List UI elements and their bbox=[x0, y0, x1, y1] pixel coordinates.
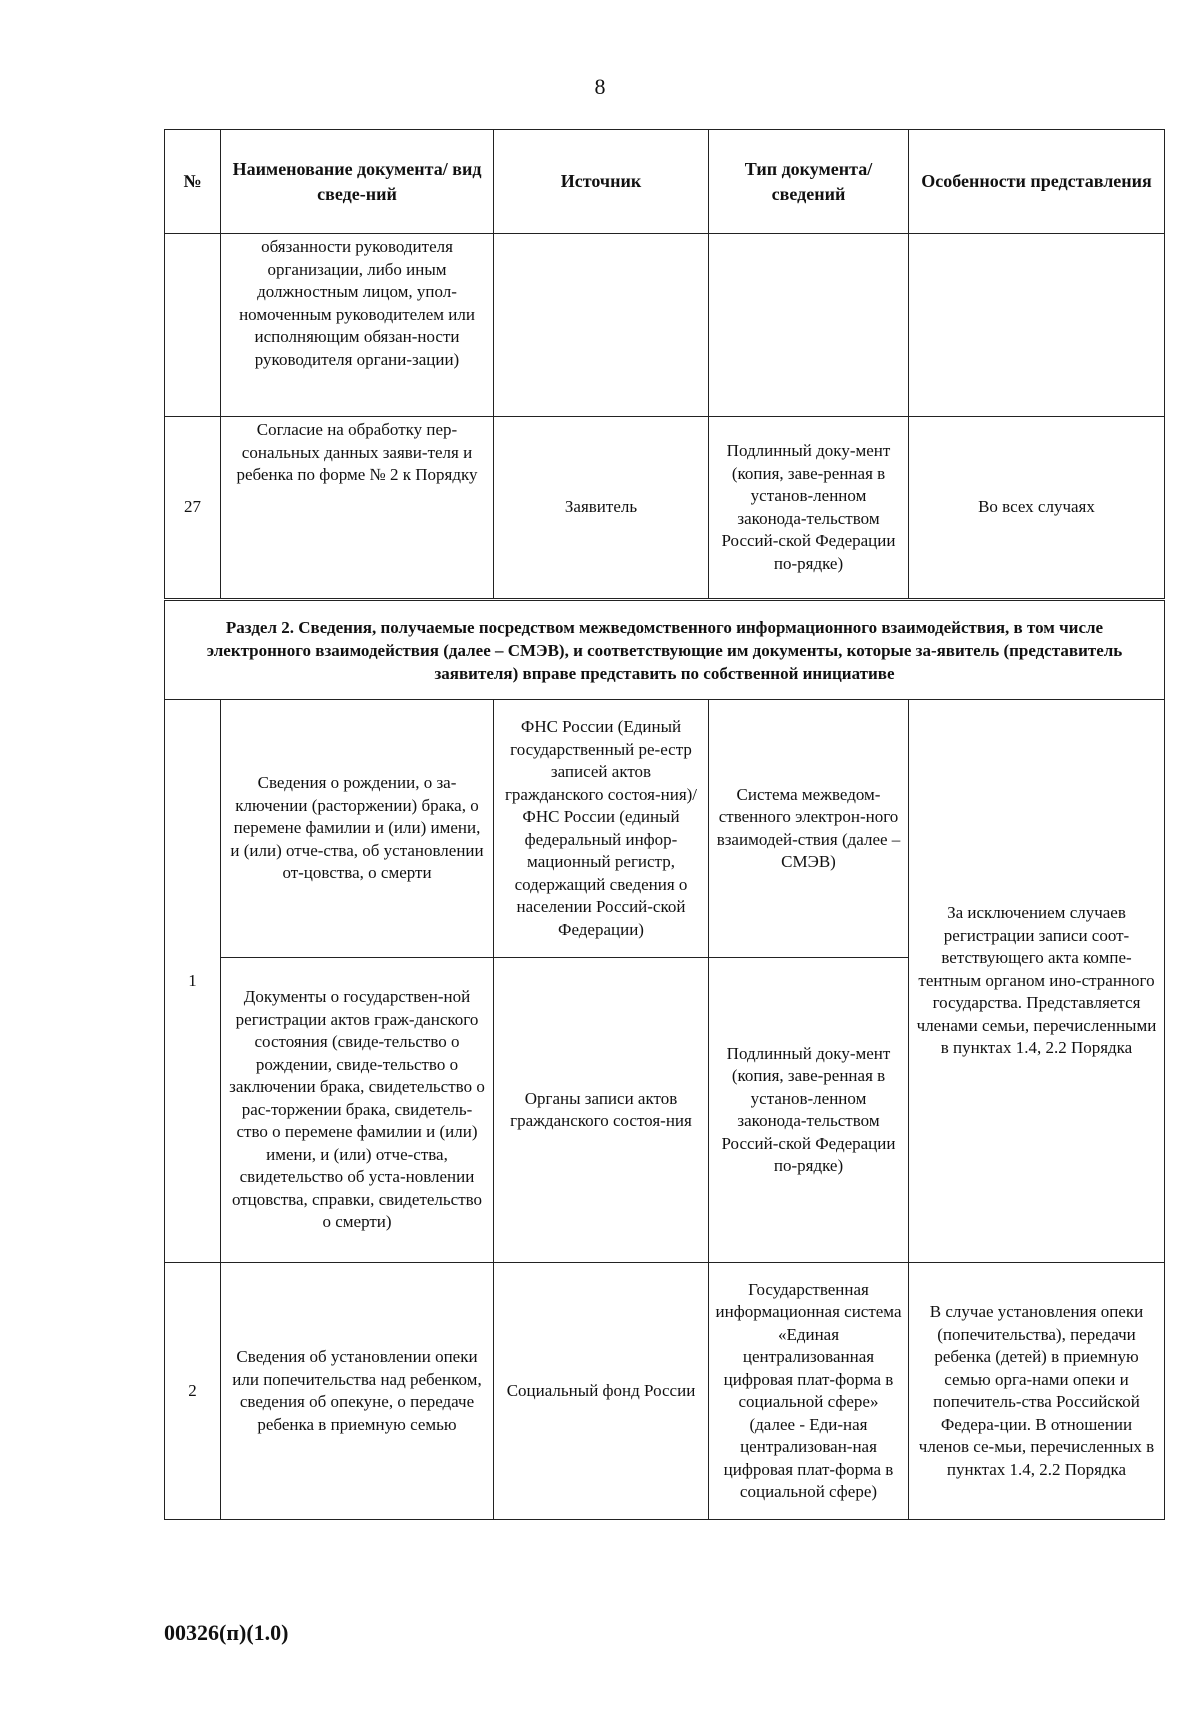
cell-notes: В случае установления опеки (попечительства), передачи ребенка (детей) в приемную семью орга-нами опеки и попечитель-ства Российской Федера-ции. В отношении членов се-мьи, перечисленных в пунктах 1.4, 2.2 Порядка bbox=[909, 1263, 1165, 1520]
cell-type: Система межведом-ственного электрон-ного взаимодей-ствия (далее – СМЭВ) bbox=[709, 700, 909, 958]
table-row-27 bbox=[165, 417, 1165, 600]
section-2-row bbox=[165, 600, 1165, 700]
table-row-continuation bbox=[165, 234, 1165, 417]
table-header-row bbox=[165, 130, 1165, 234]
cell-number: 1 bbox=[165, 700, 221, 1263]
cell-number: 27 bbox=[165, 417, 221, 600]
cell-source: ФНС России (Единый государственный ре-естр записей актов гражданского состоя-ния)/ ФНС России (единый федеральный инфор-мационный регистр, содержащий сведения о населении Россий-ской Федерации) bbox=[494, 700, 709, 958]
cell-number: 2 bbox=[165, 1263, 221, 1520]
table-row-2 bbox=[165, 1263, 1165, 1520]
section-2-heading: Раздел 2. Сведения, получаемые посредством межведомственного информационного взаимодействия, в том числе электронного взаимодействия (далее – СМЭВ), и соответствующие им документы, которые за-явитель (представитель заявителя) вправе представить по собственной инициативе bbox=[165, 600, 1165, 700]
header-document-type: Тип документа/ сведений bbox=[709, 130, 909, 234]
document-code: 00326(п)(1.0) bbox=[164, 1620, 289, 1645]
cell-document-name: Документы о государствен-ной регистрации актов граж-данского состояния (свиде-тельство о рождении, свиде-тельство о заключении брака, свидетельство о рас-торжении брака, свидетель-ство о перемене фамилии и (или) имени, и (или) отче-ства, свидетельство об уста-новлении отцовства, справки, свидетельство о смерти) bbox=[221, 958, 494, 1263]
cell-source: Заявитель bbox=[494, 417, 709, 600]
cell-type bbox=[709, 234, 909, 417]
header-number: № bbox=[165, 130, 221, 234]
cell-source bbox=[494, 234, 709, 417]
header-source: Источник bbox=[494, 130, 709, 234]
cell-document-name: Сведения о рождении, о за-ключении (расторжении) брака, о перемене фамилии и (или) имени, и (или) отче-ства, об установлении от-цовства, о смерти bbox=[221, 700, 494, 958]
document-table bbox=[164, 129, 1165, 1520]
cell-document-name: Сведения об установлении опеки или попечительства над ребенком, сведения об опекуне, о передаче ребенка в приемную семью bbox=[221, 1263, 494, 1520]
cell-document-name: обязанности руководителя организации, либо иным должностным лицом, упол-номоченным руководителем или исполняющим обязан-ности руководителя органи-зации) bbox=[221, 234, 494, 417]
header-notes: Особенности представления bbox=[909, 130, 1165, 234]
cell-source: Социальный фонд России bbox=[494, 1263, 709, 1520]
cell-notes bbox=[909, 234, 1165, 417]
cell-source: Органы записи актов гражданского состоя-ния bbox=[494, 958, 709, 1263]
cell-number bbox=[165, 234, 221, 417]
header-document-name: Наименование документа/ вид сведе-ний bbox=[221, 130, 494, 234]
cell-type: Подлинный доку-мент (копия, заве-ренная в установ-ленном законода-тельством Россий-ской Федерации по-рядке) bbox=[709, 958, 909, 1263]
cell-type: Подлинный доку-мент (копия, заве-ренная в установ-ленном законода-тельством Россий-ской Федерации по-рядке) bbox=[709, 417, 909, 600]
table-row-1a bbox=[165, 700, 1165, 958]
cell-type: Государственная информационная система «Единая централизованная цифровая плат-форма в социальной сфере» (далее - Еди-ная централизован-ная цифровая плат-форма в социальной сфере) bbox=[709, 1263, 909, 1520]
cell-notes: Во всех случаях bbox=[909, 417, 1165, 600]
cell-document-name: Согласие на обработку пер-сональных данных заяви-теля и ребенка по форме № 2 к Порядку bbox=[221, 417, 494, 600]
cell-notes: За исключением случаев регистрации записи соот-ветствующего акта компе-тентным органом ино-странного государства. Представляется членами семьи, перечисленными в пунктах 1.4, 2.2 Порядка bbox=[909, 700, 1165, 1263]
page-number: 8 bbox=[594, 74, 606, 99]
